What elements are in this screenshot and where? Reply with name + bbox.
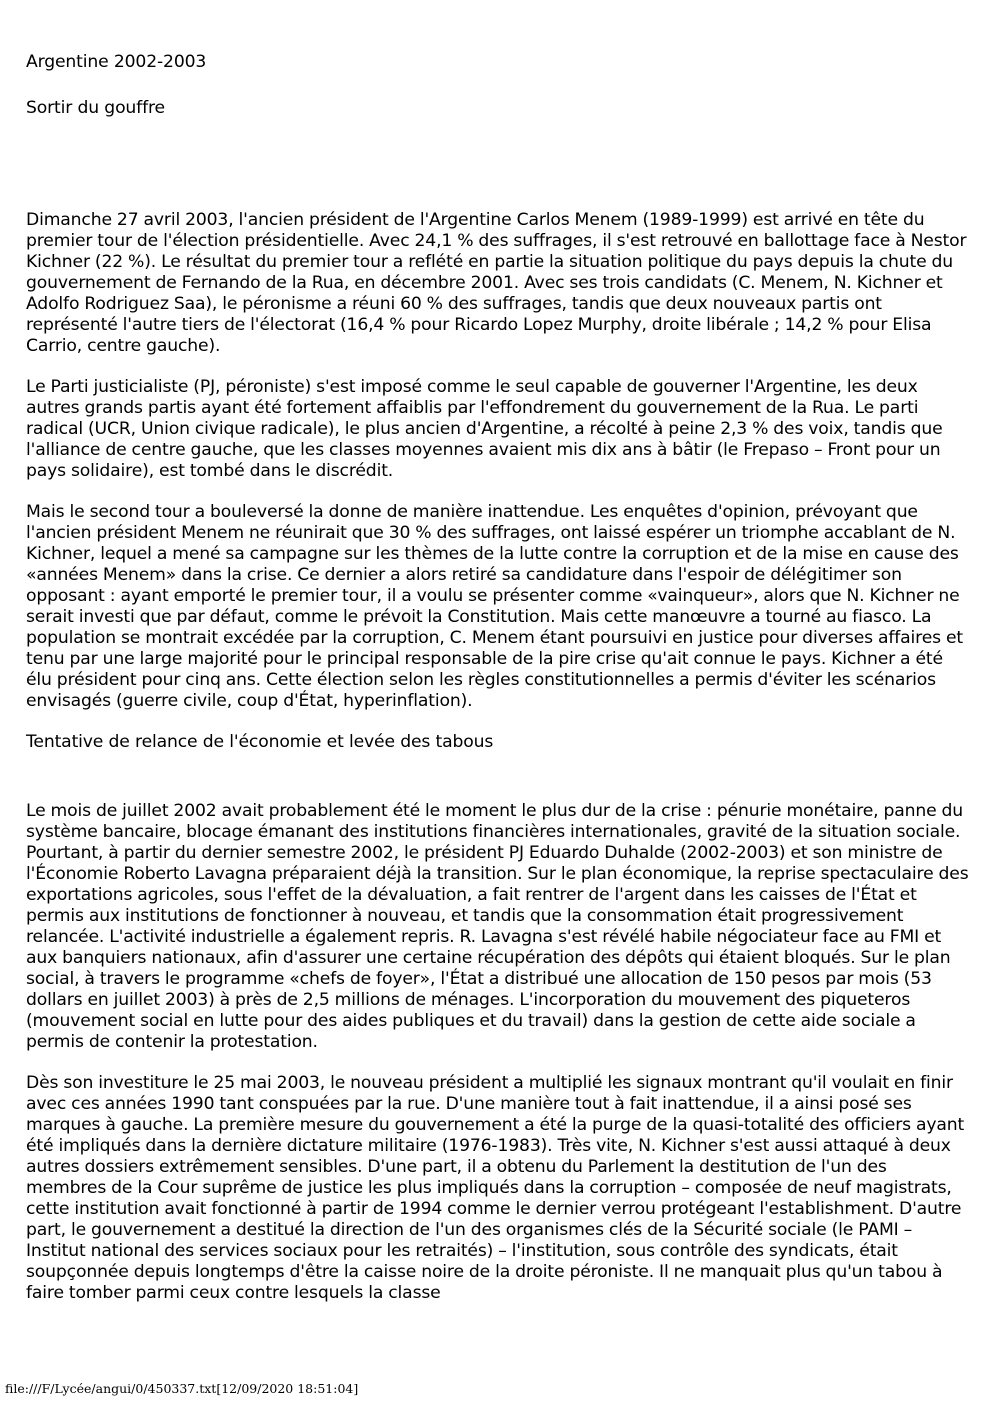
document-page: [26, 52, 970, 1304]
paragraph: Le Parti justicialiste (PJ, péroniste) s'est imposé comme le seul capable de gouverner l'Argentine, les deux autres grands partis ayant été fortement affaiblis par l'effondrement du gouvernement de la Rua. Le parti radical (UCR, Union civique radicale), le plus ancien d'Argentine, a récolté à peine 2,3 % des voix, tandis que l'alliance de centre gauche, que les classes moyennes avaient mis dix ans à bâtir (le Frepaso – Front pour un pays solidaire), est tombé dans le discrédit.: [26, 377, 943, 481]
paragraph: Dimanche 27 avril 2003, l'ancien président de l'Argentine Carlos Menem (1989-1999) est arrivé en tête du premier tour de l'élection présidentielle. Avec 24,1 % des suffrages, il s'est retrouvé en ballottage face à Nestor Kichner (22 %). Le résultat du premier tour a reflété en partie la situation politique du pays depuis la chute du gouvernement de Fernando de la Rua, en décembre 2001. Avec ses trois candidats (C. Menem, N. Kichner et Adolfo Rodriguez Saa), le péronisme a réuni 60 % des suffrages, tandis que deux nouveaux partis ont représenté l'autre tiers de l'électorat (16,4 % pour Ricardo Lopez Murphy, droite libérale ; 14,2 % pour Elisa Carrio, centre gauche).: [26, 210, 967, 356]
document-title: Argentine 2002-2003: [26, 52, 207, 72]
document-subtitle: Sortir du gouffre: [26, 98, 165, 118]
paragraph: Mais le second tour a bouleversé la donne de manière inattendue. Les enquêtes d'opinion, prévoyant que l'ancien président Menem ne réunirait que 30 % des suffrages, ont laissé espérer un triomphe accablant de N. Kichner, lequel a mené sa campagne sur les thèmes de la lutte contre la corruption et de la mise en cause des «années Menem» dans la crise. Ce dernier a alors retiré sa candidature dans l'espoir de délégitimer son opposant : ayant emporté le premier tour, il a voulu se présenter comme «vainqueur», alors que N. Kichner ne serait investi que par défaut, comme le prévoit la Constitution. Mais cette manœuvre a tourné au fiasco. La population se montrait excédée par la corruption, C. Menem étant poursuivi en justice pour diverses affaires et tenu par une large majorité pour le principal responsable de la pire crise qu'ait connue le pays. Kichner a été élu président pour cinq ans. Cette élection selon les règles constitutionnelles a permis d'éviter les scénarios envisagés (guerre civile, coup d'État, hyperinflation).: [26, 502, 963, 711]
paragraph: Dès son investiture le 25 mai 2003, le nouveau président a multiplié les signaux montrant qu'il voulait en finir avec ces années 1990 tant conspuées par la rue. D'une manière tout à fait inattendue, il a ainsi posé ses marques à gauche. La première mesure du gouvernement a été la purge de la quasi-totalité des officiers ayant été impliqués dans la dernière dictature militaire (1976-1983). Très vite, N. Kichner s'est aussi attaqué à deux autres dossiers extrêmement sensibles. D'une part, il a obtenu du Parlement la destitution de l'un des membres de la Cour suprême de justice les plus impliqués dans la corruption – composée de neuf magistrats, cette institution avait fonctionné à partir de 1994 comme le dernier verrou protégeant l'establishment. D'autre part, le gouvernement a destitué la direction de l'un des organismes clés de la Sécurité sociale (le PAMI – Institut national des services sociaux pour les retraités) – l'institution, sous contrôle des syndicats, était soupçonnée depuis longtemps d'être la caisse noire de la droite péroniste. Il ne manquait plus qu'un tabou à faire tomber parmi ceux contre lesquels la classe: [26, 1073, 965, 1303]
section-heading: Tentative de relance de l'économie et levée des tabous: [26, 732, 494, 752]
file-path-footer: file:///F/Lycée/angui/0/450337.txt[12/09/2020 18:51:04]: [5, 1381, 359, 1396]
paragraph: Le mois de juillet 2002 avait probablement été le moment le plus dur de la crise : pénurie monétaire, panne du système bancaire, blocage émanant des institutions financières internationales, gravité de la situation sociale. Pourtant, à partir du dernier semestre 2002, le président PJ Eduardo Duhalde (2002-2003) et son ministre de l'Économie Roberto Lavagna préparaient déjà la transition. Sur le plan économique, la reprise spectaculaire des exportations agricoles, sous l'effet de la dévaluation, a fait rentrer de l'argent dans les caisses de l'État et permis aux institutions de fonctionner à nouveau, et tandis que la consommation était progressivement relancée. L'activité industrielle a également repris. R. Lavagna s'est révélé habile négociateur face au FMI et aux banquiers nationaux, afin d'assurer une certaine récupération des dépôts qui étaient bloqués. Sur le plan social, à travers le programme «chefs de foyer», l'État a distribué une allocation de 150 pesos par mois (53 dollars en juillet 2003) à près de 2,5 millions de ménages. L'incorporation du mouvement des piqueteros (mouvement social en lutte pour des aides publiques et du travail) dans la gestion de cette aide sociale a permis de contenir la protestation.: [26, 801, 969, 1052]
